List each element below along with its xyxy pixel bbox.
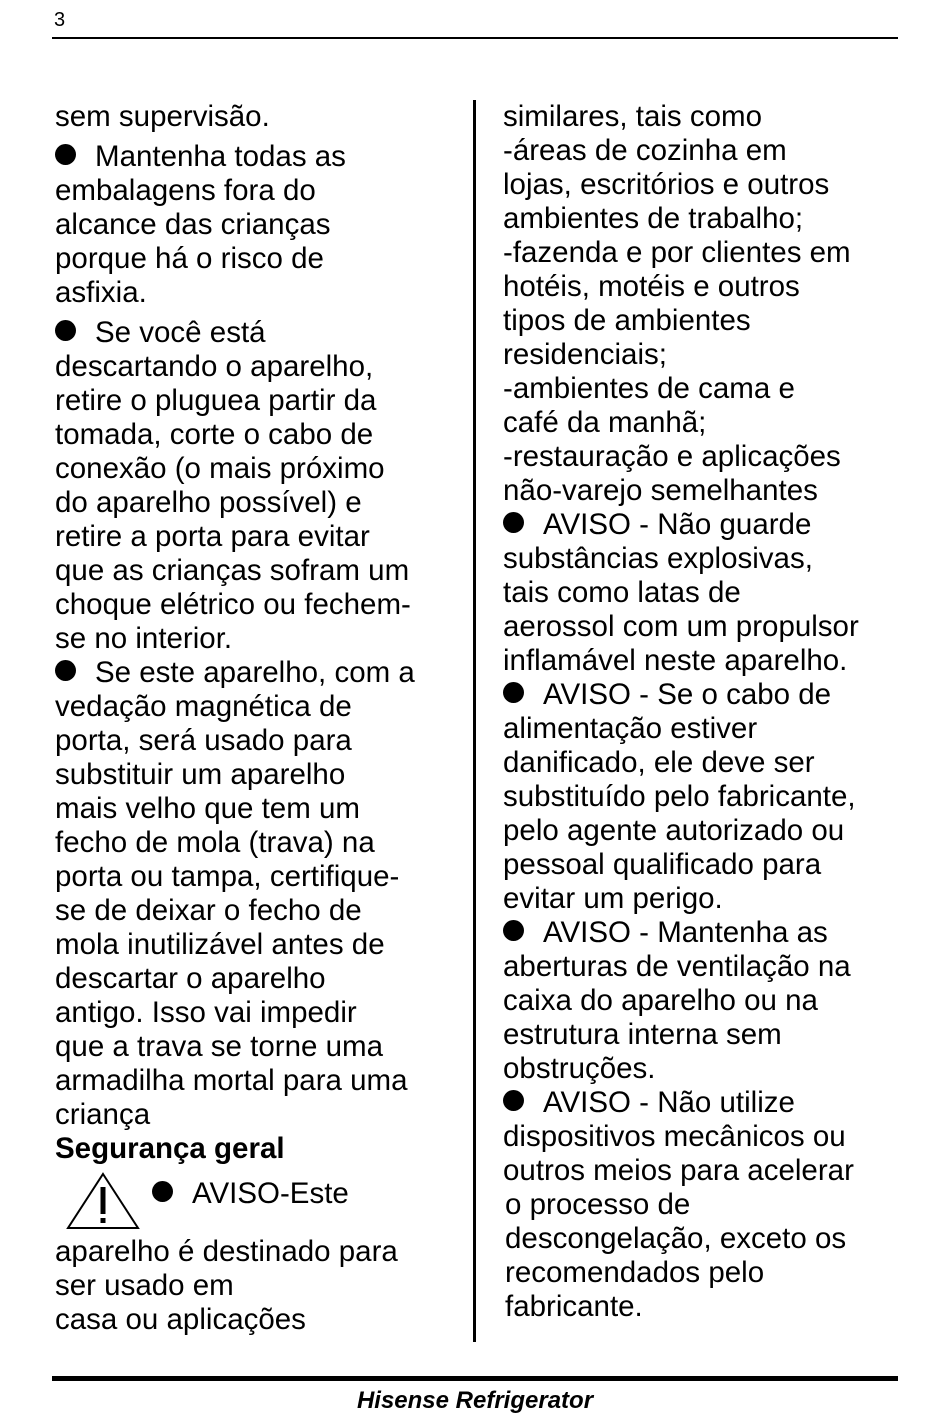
text-line: alimentação estiver: [503, 712, 758, 745]
text-line: hotéis, motéis e outros: [503, 270, 800, 303]
text-line: retire o pluguea partir da: [55, 384, 377, 417]
bullet-icon: [55, 320, 76, 341]
bullet-icon: [55, 144, 76, 165]
warning-first-line: AVISO-Este: [152, 1177, 349, 1211]
text-line: alcance das crianças: [55, 208, 331, 241]
text-line: -áreas de cozinha em: [503, 134, 787, 167]
text-line: mola inutilizável antes de: [55, 928, 385, 961]
text-line: café da manhã;: [503, 406, 707, 439]
text-line: AVISO - Não utilize: [503, 1086, 903, 1120]
text-line: estrutura interna sem: [503, 1018, 782, 1051]
text-line: obstruções.: [503, 1052, 656, 1085]
text-line: vedação magnética de: [55, 690, 352, 723]
bullet-item: [55, 656, 450, 1132]
text-line: Mantenha todas as: [55, 140, 450, 174]
text-line: tais como latas de: [503, 576, 741, 609]
text-line: similares, tais como: [503, 100, 763, 133]
bullet-item: [55, 316, 450, 656]
text-line: tipos de ambientes: [503, 304, 751, 337]
text-line: outros meios para acelerar: [503, 1154, 854, 1187]
text-line: lojas, escritórios e outros: [503, 168, 830, 201]
text-line: descartando o aparelho,: [55, 350, 374, 383]
text-line: recomendados pelo: [505, 1256, 765, 1289]
text-line: pelo agente autorizado ou: [503, 814, 845, 847]
left-column: [55, 100, 450, 1337]
text-line: criança: [55, 1098, 151, 1131]
text-line: não-varejo semelhantes: [503, 474, 818, 507]
text-line: o processo de: [505, 1188, 691, 1221]
text-line: caixa do aparelho ou na: [503, 984, 818, 1017]
text-line: asfixia.: [55, 276, 147, 309]
text-line: aerossol com um propulsor: [503, 610, 859, 643]
header-rule: [52, 37, 898, 39]
text-line: casa ou aplicações: [55, 1303, 306, 1336]
text-line: inflamável neste aparelho.: [503, 644, 848, 677]
warning-triangle-icon: [65, 1171, 141, 1231]
text-line: que as crianças sofram um: [55, 554, 410, 587]
text-line: descartar o aparelho: [55, 962, 326, 995]
text-line: substituir um aparelho: [55, 758, 346, 791]
text-line: conexão (o mais próximo: [55, 452, 385, 485]
text-line: embalagens fora do: [55, 174, 316, 207]
text-line: evitar um perigo.: [503, 882, 723, 915]
text-line: residenciais;: [503, 338, 667, 371]
text-line: Se você está: [55, 316, 450, 350]
bullet-icon: [503, 512, 524, 533]
text-line: sem supervisão.: [55, 100, 270, 133]
column-divider: [473, 100, 476, 1342]
text-line: -fazenda e por clientes em: [503, 236, 851, 269]
text-line: ser usado em: [55, 1269, 234, 1302]
right-column: [503, 100, 903, 1324]
page-number: 3: [54, 9, 66, 31]
text-line: ambientes de trabalho;: [503, 202, 804, 235]
text-line: do aparelho possível) e: [55, 486, 362, 519]
paragraph: [503, 100, 903, 508]
text-line: dispositivos mecânicos ou: [503, 1120, 846, 1153]
text-line: AVISO - Mantenha as: [503, 916, 903, 950]
text-line: antigo. Isso vai impedir: [55, 996, 357, 1029]
bullet-icon: [503, 920, 524, 941]
text-line: aparelho é destinado para: [55, 1235, 398, 1268]
text-line: porta, será usado para: [55, 724, 352, 757]
text-line: substâncias explosivas,: [503, 542, 813, 575]
bullet-item: [503, 916, 903, 1086]
text-line: -restauração e aplicações: [503, 440, 841, 473]
section-heading: Segurança geral: [55, 1132, 285, 1165]
bullet-icon: [152, 1181, 173, 1202]
text-line: aberturas de ventilação na: [503, 950, 851, 983]
bullet-item: [503, 1086, 903, 1324]
text-line: pessoal qualificado para: [503, 848, 822, 881]
text-line: -ambientes de cama e: [503, 372, 795, 405]
text-line: porta ou tampa, certifique-: [55, 860, 400, 893]
footer-rule: [52, 1376, 898, 1381]
text-line: retire a porta para evitar: [55, 520, 370, 553]
text-line: fecho de mola (trava) na: [55, 826, 375, 859]
bullet-icon: [503, 682, 524, 703]
text-line: se no interior.: [55, 622, 233, 655]
text-line: mais velho que tem um: [55, 792, 360, 825]
bullet-item: [503, 678, 903, 916]
text-line: se de deixar o fecho de: [55, 894, 362, 927]
warning-row: [55, 1171, 450, 1231]
bullet-icon: [55, 660, 76, 681]
text-line: fabricante.: [505, 1290, 643, 1323]
text-line: choque elétrico ou fechem-: [55, 588, 411, 621]
text-line: AVISO - Se o cabo de: [503, 678, 903, 712]
text-line: tomada, corte o cabo de: [55, 418, 374, 451]
footer-title: Hisense Refrigerator: [356, 1387, 594, 1414]
text-line: porque há o risco de: [55, 242, 324, 275]
text-line: que a trava se torne uma: [55, 1030, 383, 1063]
text-line: AVISO - Não guarde: [503, 508, 903, 542]
text-line: Se este aparelho, com a: [55, 656, 450, 690]
bullet-icon: [503, 1090, 524, 1111]
bullet-item: [55, 140, 450, 310]
text-line: danificado, ele deve ser: [503, 746, 815, 779]
text-line: substituído pelo fabricante,: [503, 780, 856, 813]
text-line: armadilha mortal para uma: [55, 1064, 408, 1097]
text-line: descongelação, exceto os: [505, 1222, 847, 1255]
bullet-item: [503, 508, 903, 678]
